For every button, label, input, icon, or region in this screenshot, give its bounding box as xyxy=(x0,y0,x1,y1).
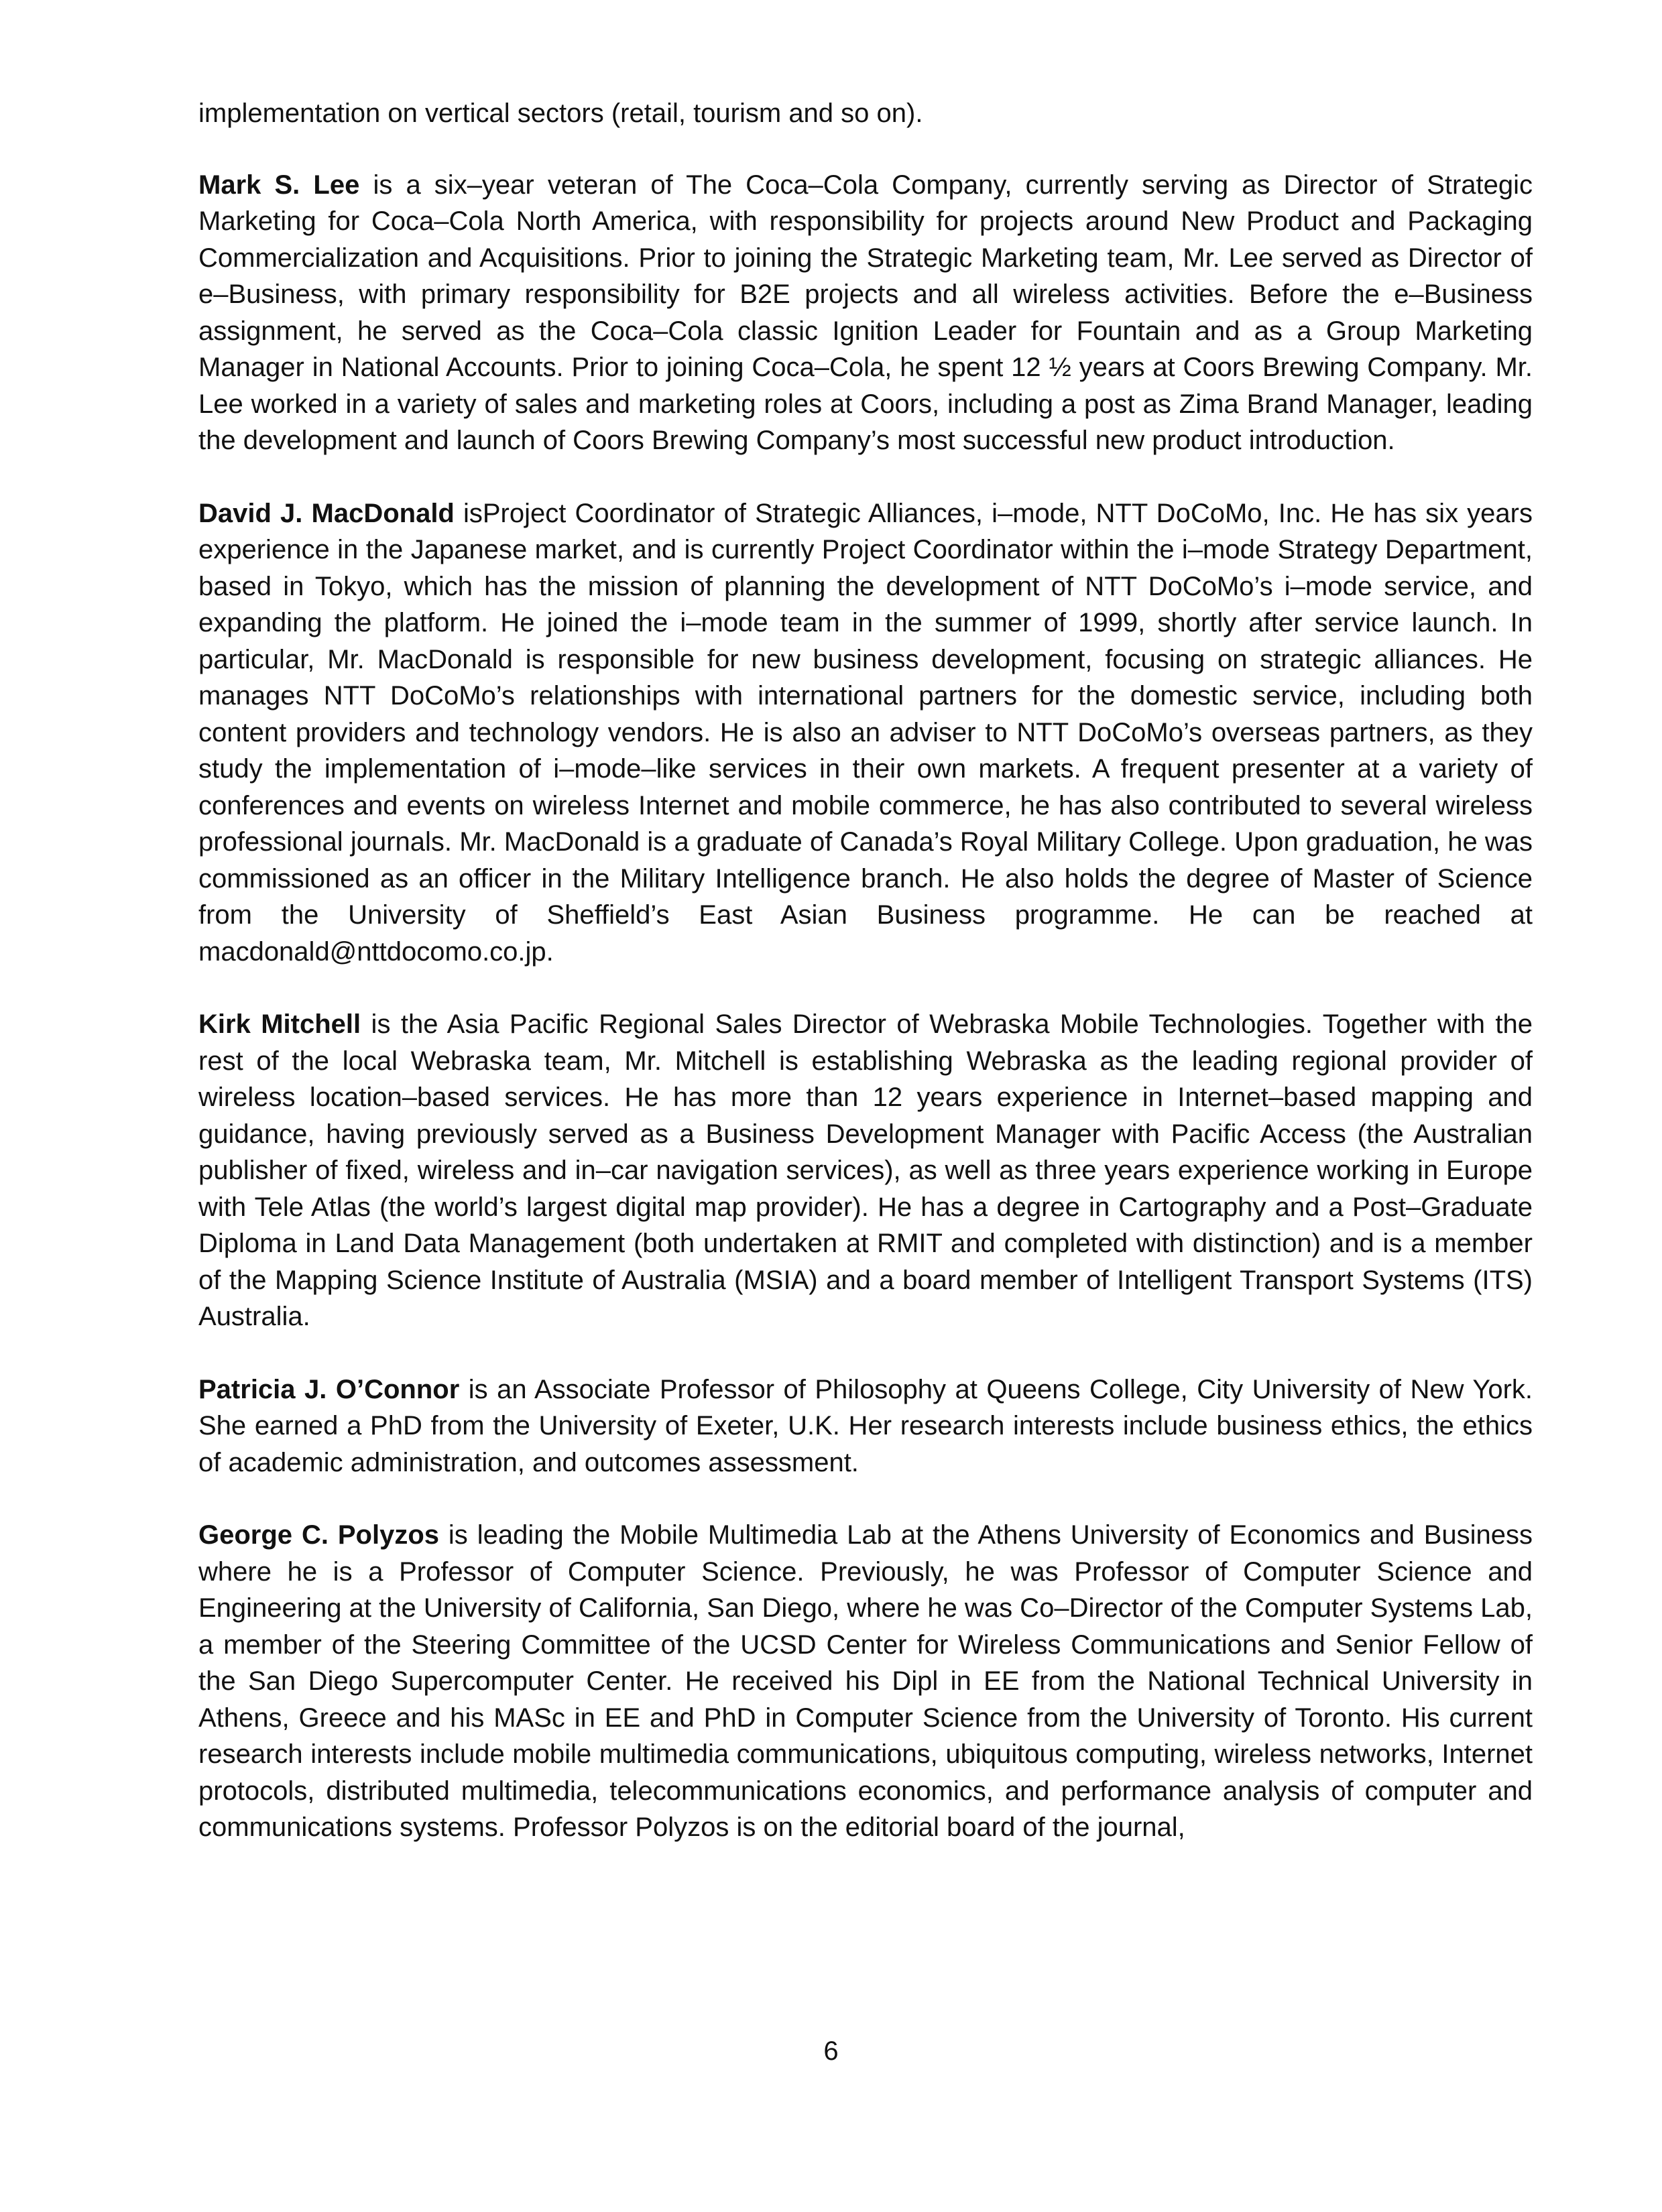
page-number: 6 xyxy=(823,2036,839,2066)
bio-name: Patricia J. O’Connor xyxy=(198,1374,460,1404)
bio-george-polyzos xyxy=(198,1517,1533,1846)
bio-kirk-mitchell xyxy=(198,1006,1533,1335)
bio-name: David J. MacDonald xyxy=(198,498,455,528)
bio-text: is an Associate Professor of Philosophy at Queens College, City University of New York. She earned a PhD from the University of Exeter, U.K. Her research interests include business ethics, the ethics of academic administration, and outcomes assessment. xyxy=(198,1374,1533,1477)
bio-text: is a six–year veteran of The Coca–Cola Company, currently serving as Director of Strategic Marketing for Coca–Cola North America, with responsibility for projects around New Product and Packaging Commercialization and Acquisitions. Prior to joining the Strategic Marketing team, Mr. Lee served as Director of e–Business, with primary responsibility for B2E projects and all wireless activities. Before the e–Business assignment, he served as the Coca–Cola classic Ignition Leader for Fountain and as a Group Marketing Manager in National Accounts. Prior to joining Coca–Cola, he spent 12 ½ years at Coors Brewing Company. Mr. Lee worked in a variety of sales and marketing roles at Coors, including a post as Zima Brand Manager, leading the development and launch of Coors Brewing Company’s most successful new product introduction. xyxy=(198,170,1533,455)
intro-paragraph: implementation on vertical sectors (retail, tourism and so on). xyxy=(198,99,923,128)
bio-mark-lee xyxy=(198,167,1533,459)
document-page xyxy=(198,95,1533,1882)
bio-name: George C. Polyzos xyxy=(198,1520,439,1550)
bio-text: is leading the Mobile Multimedia Lab at the Athens University of Economics and Business where he is a Professor of Computer Science. Previously, he was Professor of Computer Science and Engineering at the University of California, San Diego, where he was Co–Director of the Computer Systems Lab, a member of the Steering Committee of the UCSD Center for Wireless Communications and Senior Fellow of the San Diego Supercomputer Center. He received his Dipl in EE from the National Technical University in Athens, Greece and his MASc in EE and PhD in Computer Science from the University of Toronto. His current research interests include mobile multimedia communications, ubiquitous computing, wireless networks, Internet protocols, distributed multimedia, telecommunications economics, and performance analysis of computer and communications systems. Professor Polyzos is on the editorial board of the journal, xyxy=(198,1520,1533,1842)
bio-patricia-oconnor xyxy=(198,1371,1533,1481)
bio-name: Kirk Mitchell xyxy=(198,1009,361,1039)
bio-text: isProject Coordinator of Strategic Alliances, i–mode, NTT DoCoMo, Inc. He has six years experience in the Japanese market, and is currently Project Coordinator within the i–mode Strategy Department, based in Tokyo, which has the mission of planning the development of NTT DoCoMo’s i–mode service, and expanding the platform. He joined the i–mode team in the summer of 1999, shortly after service launch. In particular, Mr. MacDonald is responsible for new business development, focusing on strategic alliances. He manages NTT DoCoMo’s relationships with international partners for the domestic service, including both content providers and technology vendors. He is also an adviser to NTT DoCoMo’s overseas partners, as they study the implementation of i–mode–like services in their own markets. A frequent presenter at a variety of conferences and events on wireless Internet and mobile commerce, he has also contributed to several wireless professional journals. Mr. MacDonald is a graduate of Canada’s Royal Military College. Upon graduation, he was commissioned as an officer in the Military Intelligence branch. He also holds the degree of Master of Science from the University of Sheffield’s East Asian Business programme. He can be reached at macdonald@nttdocomo.co.jp. xyxy=(198,498,1533,967)
bio-david-macdonald xyxy=(198,495,1533,971)
bio-name: Mark S. Lee xyxy=(198,170,360,200)
bio-text: is the Asia Pacific Regional Sales Director of Webraska Mobile Technologies. Together with the rest of the local Webraska team, Mr. Mitchell is establishing Webraska as the leading regional provider of wireless location–based services. He has more than 12 years experience in Internet–based mapping and guidance, having previously served as a Business Development Manager with Pacific Access (the Australian publisher of fixed, wireless and in–car navigation services), as well as three years experience working in Europe with Tele Atlas (the world’s largest digital map provider). He has a degree in Cartography and a Post–Graduate Diploma in Land Data Management (both undertaken at RMIT and completed with distinction) and is a member of the Mapping Science Institute of Australia (MSIA) and a board member of Intelligent Transport Systems (ITS) Australia. xyxy=(198,1009,1533,1331)
